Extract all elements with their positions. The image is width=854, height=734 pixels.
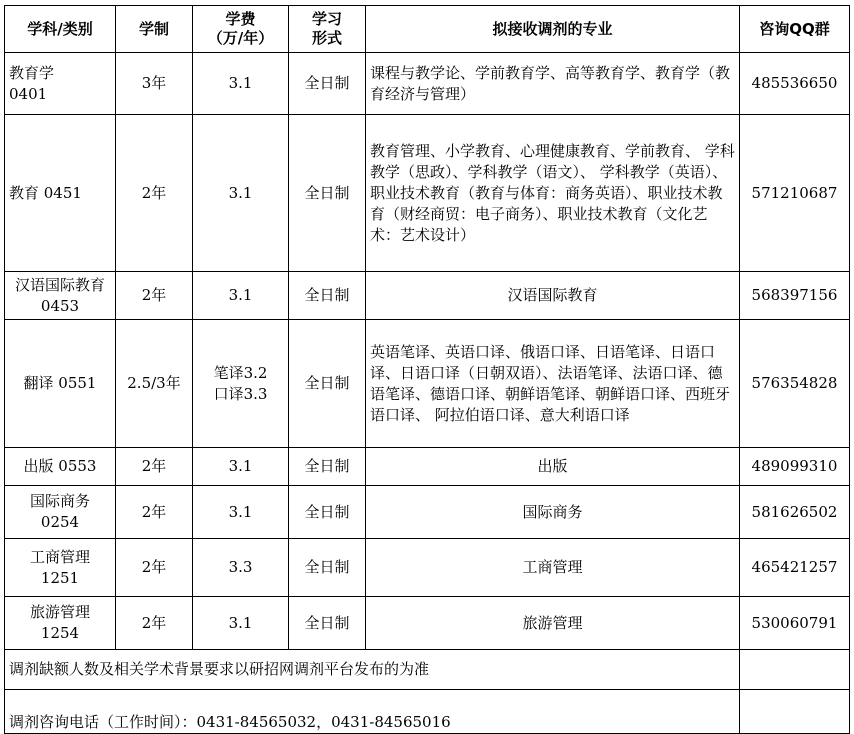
header-fee-line1: 学费 <box>225 10 256 28</box>
subject-cell: 工商管理 1251 <box>5 539 116 597</box>
fee-cell: 3.3 <box>193 539 289 597</box>
header-majors: 拟接收调剂的专业 <box>366 6 740 53</box>
footer-note: 调剂缺额人数及相关学术背景要求以研招网调剂平台发布的为准 <box>5 650 740 690</box>
header-subject: 学科/类别 <box>5 6 116 53</box>
qq-cell: 485536650 <box>740 53 850 115</box>
fee-cell: 3.1 <box>193 597 289 650</box>
subject-cell: 出版 0553 <box>5 448 116 486</box>
table-row <box>5 53 850 115</box>
fee-cell: 3.1 <box>193 53 289 115</box>
qq-cell: 530060791 <box>740 597 850 650</box>
header-qq: 咨询QQ群 <box>740 6 850 53</box>
fee-cell: 笔译3.2 口译3.3 <box>193 320 289 448</box>
mode-cell: 全日制 <box>289 272 366 320</box>
majors-cell: 旅游管理 <box>366 597 740 650</box>
header-row <box>5 6 850 53</box>
qq-cell: 489099310 <box>740 448 850 486</box>
footer-contact-empty <box>740 690 850 734</box>
footer-contact: 调剂咨询电话（工作时间）：0431-84565032，0431-84565016 <box>5 690 740 734</box>
header-fee <box>193 6 289 53</box>
majors-cell: 课程与教学论、学前教育学、高等教育学、教育学（教育经济与管理） <box>366 53 740 115</box>
duration-cell: 2年 <box>116 115 193 272</box>
subject-cell: 教育 0451 <box>5 115 116 272</box>
fee-cell: 3.1 <box>193 115 289 272</box>
qq-cell: 576354828 <box>740 320 850 448</box>
footer-note-empty <box>740 650 850 690</box>
table-row <box>5 597 850 650</box>
mode-cell: 全日制 <box>289 320 366 448</box>
mode-cell: 全日制 <box>289 448 366 486</box>
majors-cell: 工商管理 <box>366 539 740 597</box>
qq-cell: 568397156 <box>740 272 850 320</box>
table-row <box>5 115 850 272</box>
majors-cell: 国际商务 <box>366 486 740 539</box>
header-mode <box>289 6 366 53</box>
mode-cell: 全日制 <box>289 539 366 597</box>
mode-cell: 全日制 <box>289 115 366 272</box>
subject-cell: 翻译 0551 <box>5 320 116 448</box>
footer-contact-row <box>5 690 850 734</box>
duration-cell: 2年 <box>116 448 193 486</box>
duration-cell: 2年 <box>116 597 193 650</box>
header-fee-line2: （万/年） <box>207 29 274 47</box>
mode-cell: 全日制 <box>289 597 366 650</box>
header-mode-line1: 学习 <box>311 10 342 28</box>
table-row <box>5 448 850 486</box>
table-row <box>5 320 850 448</box>
mode-cell: 全日制 <box>289 486 366 539</box>
duration-cell: 3年 <box>116 53 193 115</box>
table-row <box>5 539 850 597</box>
adjustment-table <box>4 5 850 734</box>
table-row <box>5 272 850 320</box>
qq-cell: 571210687 <box>740 115 850 272</box>
header-duration: 学制 <box>116 6 193 53</box>
qq-cell: 581626502 <box>740 486 850 539</box>
fee-cell: 3.1 <box>193 486 289 539</box>
footer-note-row <box>5 650 850 690</box>
table-row <box>5 486 850 539</box>
fee-cell: 3.1 <box>193 448 289 486</box>
majors-cell: 汉语国际教育 <box>366 272 740 320</box>
subject-cell: 国际商务 0254 <box>5 486 116 539</box>
qq-cell: 465421257 <box>740 539 850 597</box>
subject-cell: 旅游管理 1254 <box>5 597 116 650</box>
duration-cell: 2.5/3年 <box>116 320 193 448</box>
subject-cell: 教育学 0401 <box>5 53 116 115</box>
duration-cell: 2年 <box>116 539 193 597</box>
header-mode-line2: 形式 <box>311 29 342 47</box>
majors-cell: 教育管理、小学教育、心理健康教育、学前教育、 学科教学（思政）、学科教学（语文）、 学科教学（英语）、职业技术教育（教育与体育：商务英语）、职业技术教育（财经商贸：电子商务）、职业技术教育（文化艺术：艺术设计） <box>366 115 740 272</box>
subject-cell: 汉语国际教育0453 <box>5 272 116 320</box>
mode-cell: 全日制 <box>289 53 366 115</box>
fee-cell: 3.1 <box>193 272 289 320</box>
majors-cell: 英语笔译、英语口译、俄语口译、日语笔译、日语口译、日语口译（日朝双语）、法语笔译、法语口译、德语笔译、德语口译、朝鲜语笔译、朝鲜语口译、西班牙语口译、 阿拉伯语口译、意大利语口译 <box>366 320 740 448</box>
majors-cell: 出版 <box>366 448 740 486</box>
duration-cell: 2年 <box>116 272 193 320</box>
duration-cell: 2年 <box>116 486 193 539</box>
